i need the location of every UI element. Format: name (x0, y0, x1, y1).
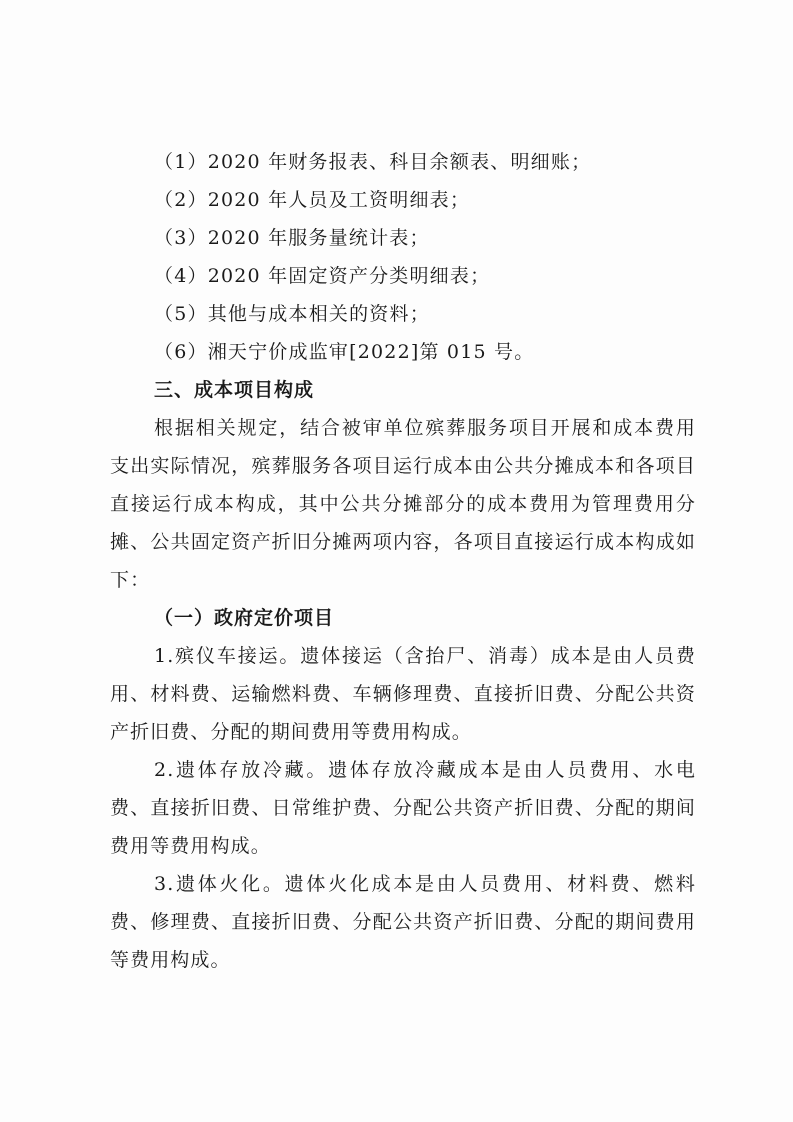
list-item: （2）2020 年人员及工资明细表； (154, 189, 471, 211)
document-body (110, 143, 696, 979)
list-item: （6）湘天宁价成监审[2022]第 015 号。 (154, 341, 535, 363)
list-item: （5）其他与成本相关的资料； (154, 303, 430, 325)
section-heading-cost-composition: 三、成本项目构成 (154, 379, 315, 401)
cost-item-paragraph: 1.殡仪车接运。遗体接运（含抬尸、消毒）成本是由人员费用、材料费、运输燃料费、车辆修理费、直接折旧费、分配公共资产折旧费、分配的期间费用等费用构成。 (110, 645, 696, 743)
list-item: （1）2020 年财务报表、科目余额表、明细账； (154, 151, 592, 173)
subsection-heading-government-pricing: （一）政府定价项目 (154, 607, 335, 629)
cost-item-paragraph: 2.遗体存放冷藏。遗体存放冷藏成本是由人员费用、水电费、直接折旧费、日常维护费、分配公共资产折旧费、分配的期间费用等费用构成。 (110, 759, 696, 857)
list-item: （3）2020 年服务量统计表； (154, 227, 430, 249)
list-item: （4）2020 年固定资产分类明细表； (154, 265, 491, 287)
section-paragraph: 根据相关规定，结合被审单位殡葬服务项目开展和成本费用支出实际情况，殡葬服务各项目运行成本由公共分摊成本和各项目直接运行成本构成，其中公共分摊部分的成本费用为管理费用分摊、公共固定资产折旧分摊两项内容，各项目直接运行成本构成如下： (110, 417, 696, 591)
cost-item-paragraph: 3.遗体火化。遗体火化成本是由人员费用、材料费、燃料费、修理费、直接折旧费、分配公共资产折旧费、分配的期间费用等费用构成。 (110, 873, 696, 971)
